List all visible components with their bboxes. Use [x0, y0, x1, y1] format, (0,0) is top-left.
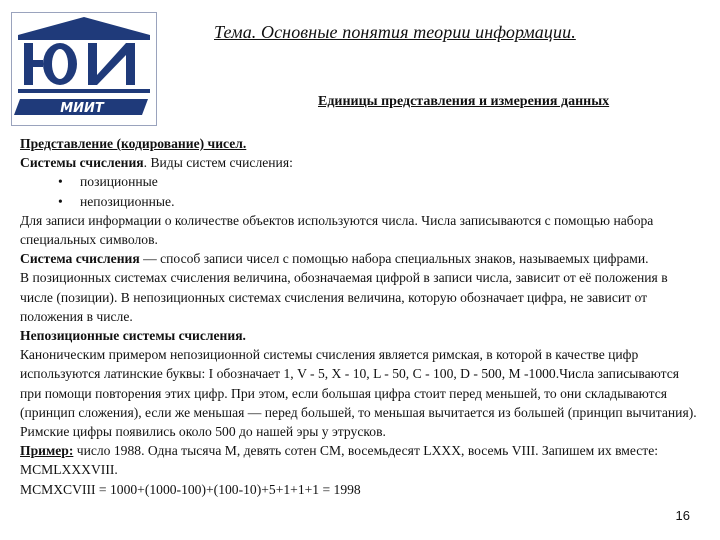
- heading-nonpositional: Непозиционные системы счисления.: [20, 328, 246, 344]
- list-item: [20, 192, 700, 211]
- university-logo: [11, 12, 157, 126]
- bullet-icon: •: [58, 193, 63, 209]
- page-number: 16: [675, 508, 690, 523]
- definition-term: Система счисления: [20, 251, 140, 267]
- heading-number-representation: Представление (кодирование) чисел.: [20, 136, 247, 151]
- example-text: число 1988. Одна тысяча M, девять сотен CM, восемьдесят LXXX, восемь VIII. Запишем их вместе: MCMLXXXVIII.: [20, 443, 659, 478]
- paragraph-positional: В позиционных системах счисления величина, обозначаемая цифрой в записи числа, зависит от её положения в числе (позиции). В непозиционных системах счисления величина, которую обозначает цифра, не зависит от положения в числе.: [20, 270, 668, 324]
- bullet-icon: •: [58, 174, 63, 190]
- systems-line: [20, 153, 700, 172]
- paragraph-etruscans: Римские цифры появились около 500 до нашей эры у этрусков.: [20, 424, 386, 440]
- systems-term: Системы счисления: [20, 155, 144, 171]
- paragraph-roman: Каноническим примером непозиционной системы счисления является римская, в которой в качестве цифр используются латинские буквы: I обозначает 1, V - 5, X - 10, L - 50, C - 100, D - 500, M -1000.Числа записываются при помощи повторения этих цифр. При этом, если большая цифра стоит перед меньшей, то они складываются (принцип сложения), если же меньшая — перед большей, то меньшая вычитается из большей (принцип вычитания).: [20, 347, 697, 420]
- paragraph-numbers: Для записи информации о количестве объектов используются числа. Числа записываются с помощью набора специальных символов.: [20, 212, 654, 248]
- list-item: [20, 172, 700, 191]
- miit-logo-icon: [12, 13, 156, 125]
- slide-content: [20, 134, 700, 499]
- definition-text: — способ записи чисел с помощью набора специальных знаков, называемых цифрами.: [139, 251, 649, 267]
- example-label: Пример:: [20, 443, 74, 459]
- systems-text: . Виды систем счисления:: [143, 155, 293, 171]
- list-item-text: непозиционные.: [80, 193, 175, 209]
- logo-brand-text: МИИТ: [60, 101, 104, 116]
- slide-topic: Тема. Основные понятия теории информации.: [214, 22, 576, 42]
- example-paragraph: [20, 441, 700, 479]
- slide-subtitle: Единицы представления и измерения данных: [318, 94, 610, 109]
- definition-paragraph: [20, 249, 700, 268]
- list-item-text: позиционные: [80, 174, 158, 190]
- example-formula: MCMXCVIII = 1000+(1000-100)+(100-10)+5+1+1+1 = 1998: [20, 481, 361, 497]
